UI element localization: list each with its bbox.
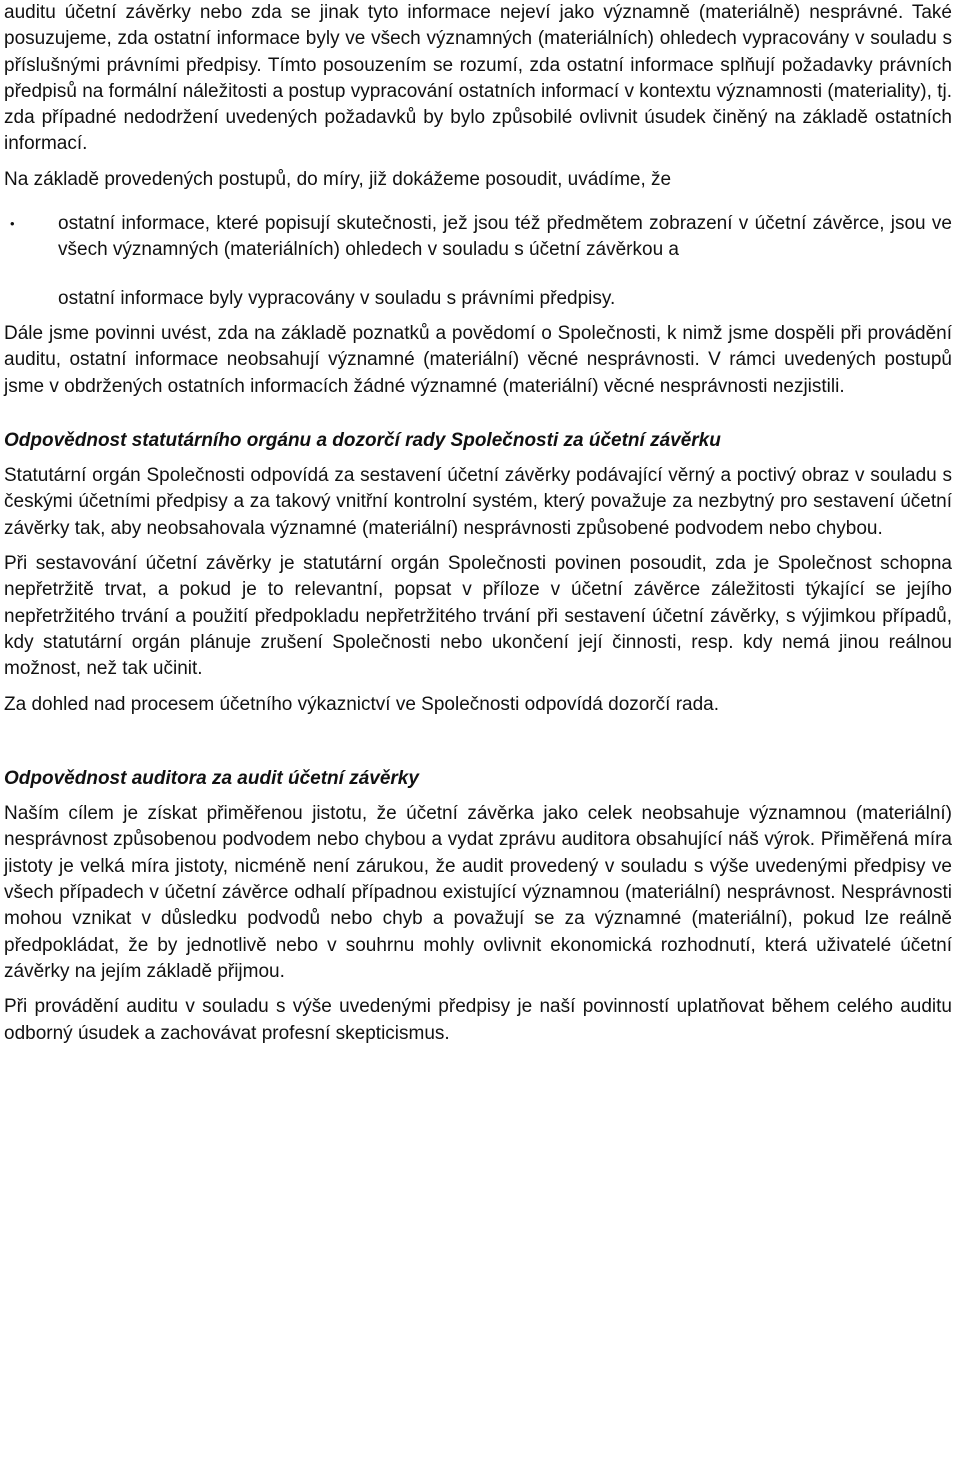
document-page <box>4 0 952 1047</box>
section-heading-statutory-body-responsibility: Odpovědnost statutárního orgánu a dozorčí rady Společnosti za účetní závěrku <box>4 429 721 451</box>
section-heading-auditor-responsibility: Odpovědnost auditora za audit účetní závěrky <box>4 767 419 789</box>
paragraph-material-misstatements: Dále jsme povinni uvést, zda na základě poznatků a povědomí o Společnosti, k nimž jsme dospěli při provádění auditu, ostatní informace neobsahují významné (materiální) věcné nesprávnosti. V rámci uvedených postupů jsme v obdržených ostatních informacích žádné významné (materiální) věcné nesprávnosti nezjistili. <box>4 322 952 397</box>
paragraph-audit-objective: Naším cílem je získat přiměřenou jistotu, že účetní závěrka jako celek neobsahuje významnou (materiální) nesprávnost způsobenou podvodem nebo chybou a vydat zprávu auditora obsahující náš výrok. Přiměřená míra jistoty je velká míra jistoty, nicméně není zárukou, že audit provedený v souladu s výše uvedenými předpisy ve všech případech v účetní závěrce odhalí případnou existující významnou (materiální) nesprávnost. Nesprávnosti mohou vznikat v důsledku podvodů nebo chyb a považují se za významné (materiální), pokud lze reálně předpokládat, že by jednotlivě nebo v souhrnu mohly ovlivnit ekonomická rozhodnutí, která uživatelé účetní závěrky na jejím základě přijmou. <box>4 803 952 982</box>
paragraph-statutory-body: Statutární orgán Společnosti odpovídá za sestavení účetní závěrky podávající věrný a poctivý obraz v souladu s českými účetními předpisy a za takový vnitřní kontrolní systém, který považuje za nezbytný pro sestavení účetní závěrky tak, aby neobsahovala významné (materiální) nesprávnosti způsobené podvodem nebo chybou. <box>4 465 952 539</box>
paragraph-supervisory-board: Za dohled nad procesem účetního výkaznictví ve Společnosti odpovídá dozorčí rada. <box>4 693 720 715</box>
paragraph-going-concern: Při sestavování účetní závěrky je statutární orgán Společnosti povinen posoudit, zda je Společnost schopna nepřetržitě trvat, a pokud je to relevantní, popsat v příloze v účetní závěrce záležitosti týkající se jejího nepřetržitého trvání a použití předpokladu nepřetržitého trvání při sestavení účetní závěrky, s výjimkou případů, kdy statutární orgán plánuje zrušení Společnosti nebo ukončení její činnosti, resp. kdy nemá jinou reálnou možnost, než tak učinit. <box>4 553 952 680</box>
paragraph-professional-skepticism: Při provádění auditu v souladu s výše uvedenými předpisy je naší povinností uplatňovat během celého auditu odborný úsudek a zachovávat profesní skepticismus. <box>4 996 952 1044</box>
list-item-text: ostatní informace, které popisují skutečnosti, jež jsou též předmětem zobrazení v účetní závěrce, jsou ve všech významných (materiálních) ohledech v souladu s účetní závěrkou a <box>58 213 952 261</box>
list-item <box>4 211 952 264</box>
bullet-icon: • <box>10 216 15 232</box>
paragraph-other-information-assessment: auditu účetní závěrky nebo zda se jinak tyto informace nejeví jako významně (materiálně) nesprávné. Také posuzujeme, zda ostatní informace byly ve všech významných (materiálních) ohledech vypracovány v souladu s příslušnými právními předpisy. Tímto posouzením se rozumí, zda ostatní informace splňují požadavky právních předpisů na formální náležitosti a postup vypracování ostatních informací v kontextu významnosti (materiality), tj. zda případné nedodržení uvedených požadavků by bylo způsobilé ovlivnit úsudek činěný na základě ostatních informací. <box>4 2 952 155</box>
list-item-text: ostatní informace byly vypracovány v souladu s právními předpisy. <box>58 287 616 309</box>
paragraph-procedures-intro: Na základě provedených postupů, do míry, již dokážeme posoudit, uvádíme, že <box>4 168 672 190</box>
